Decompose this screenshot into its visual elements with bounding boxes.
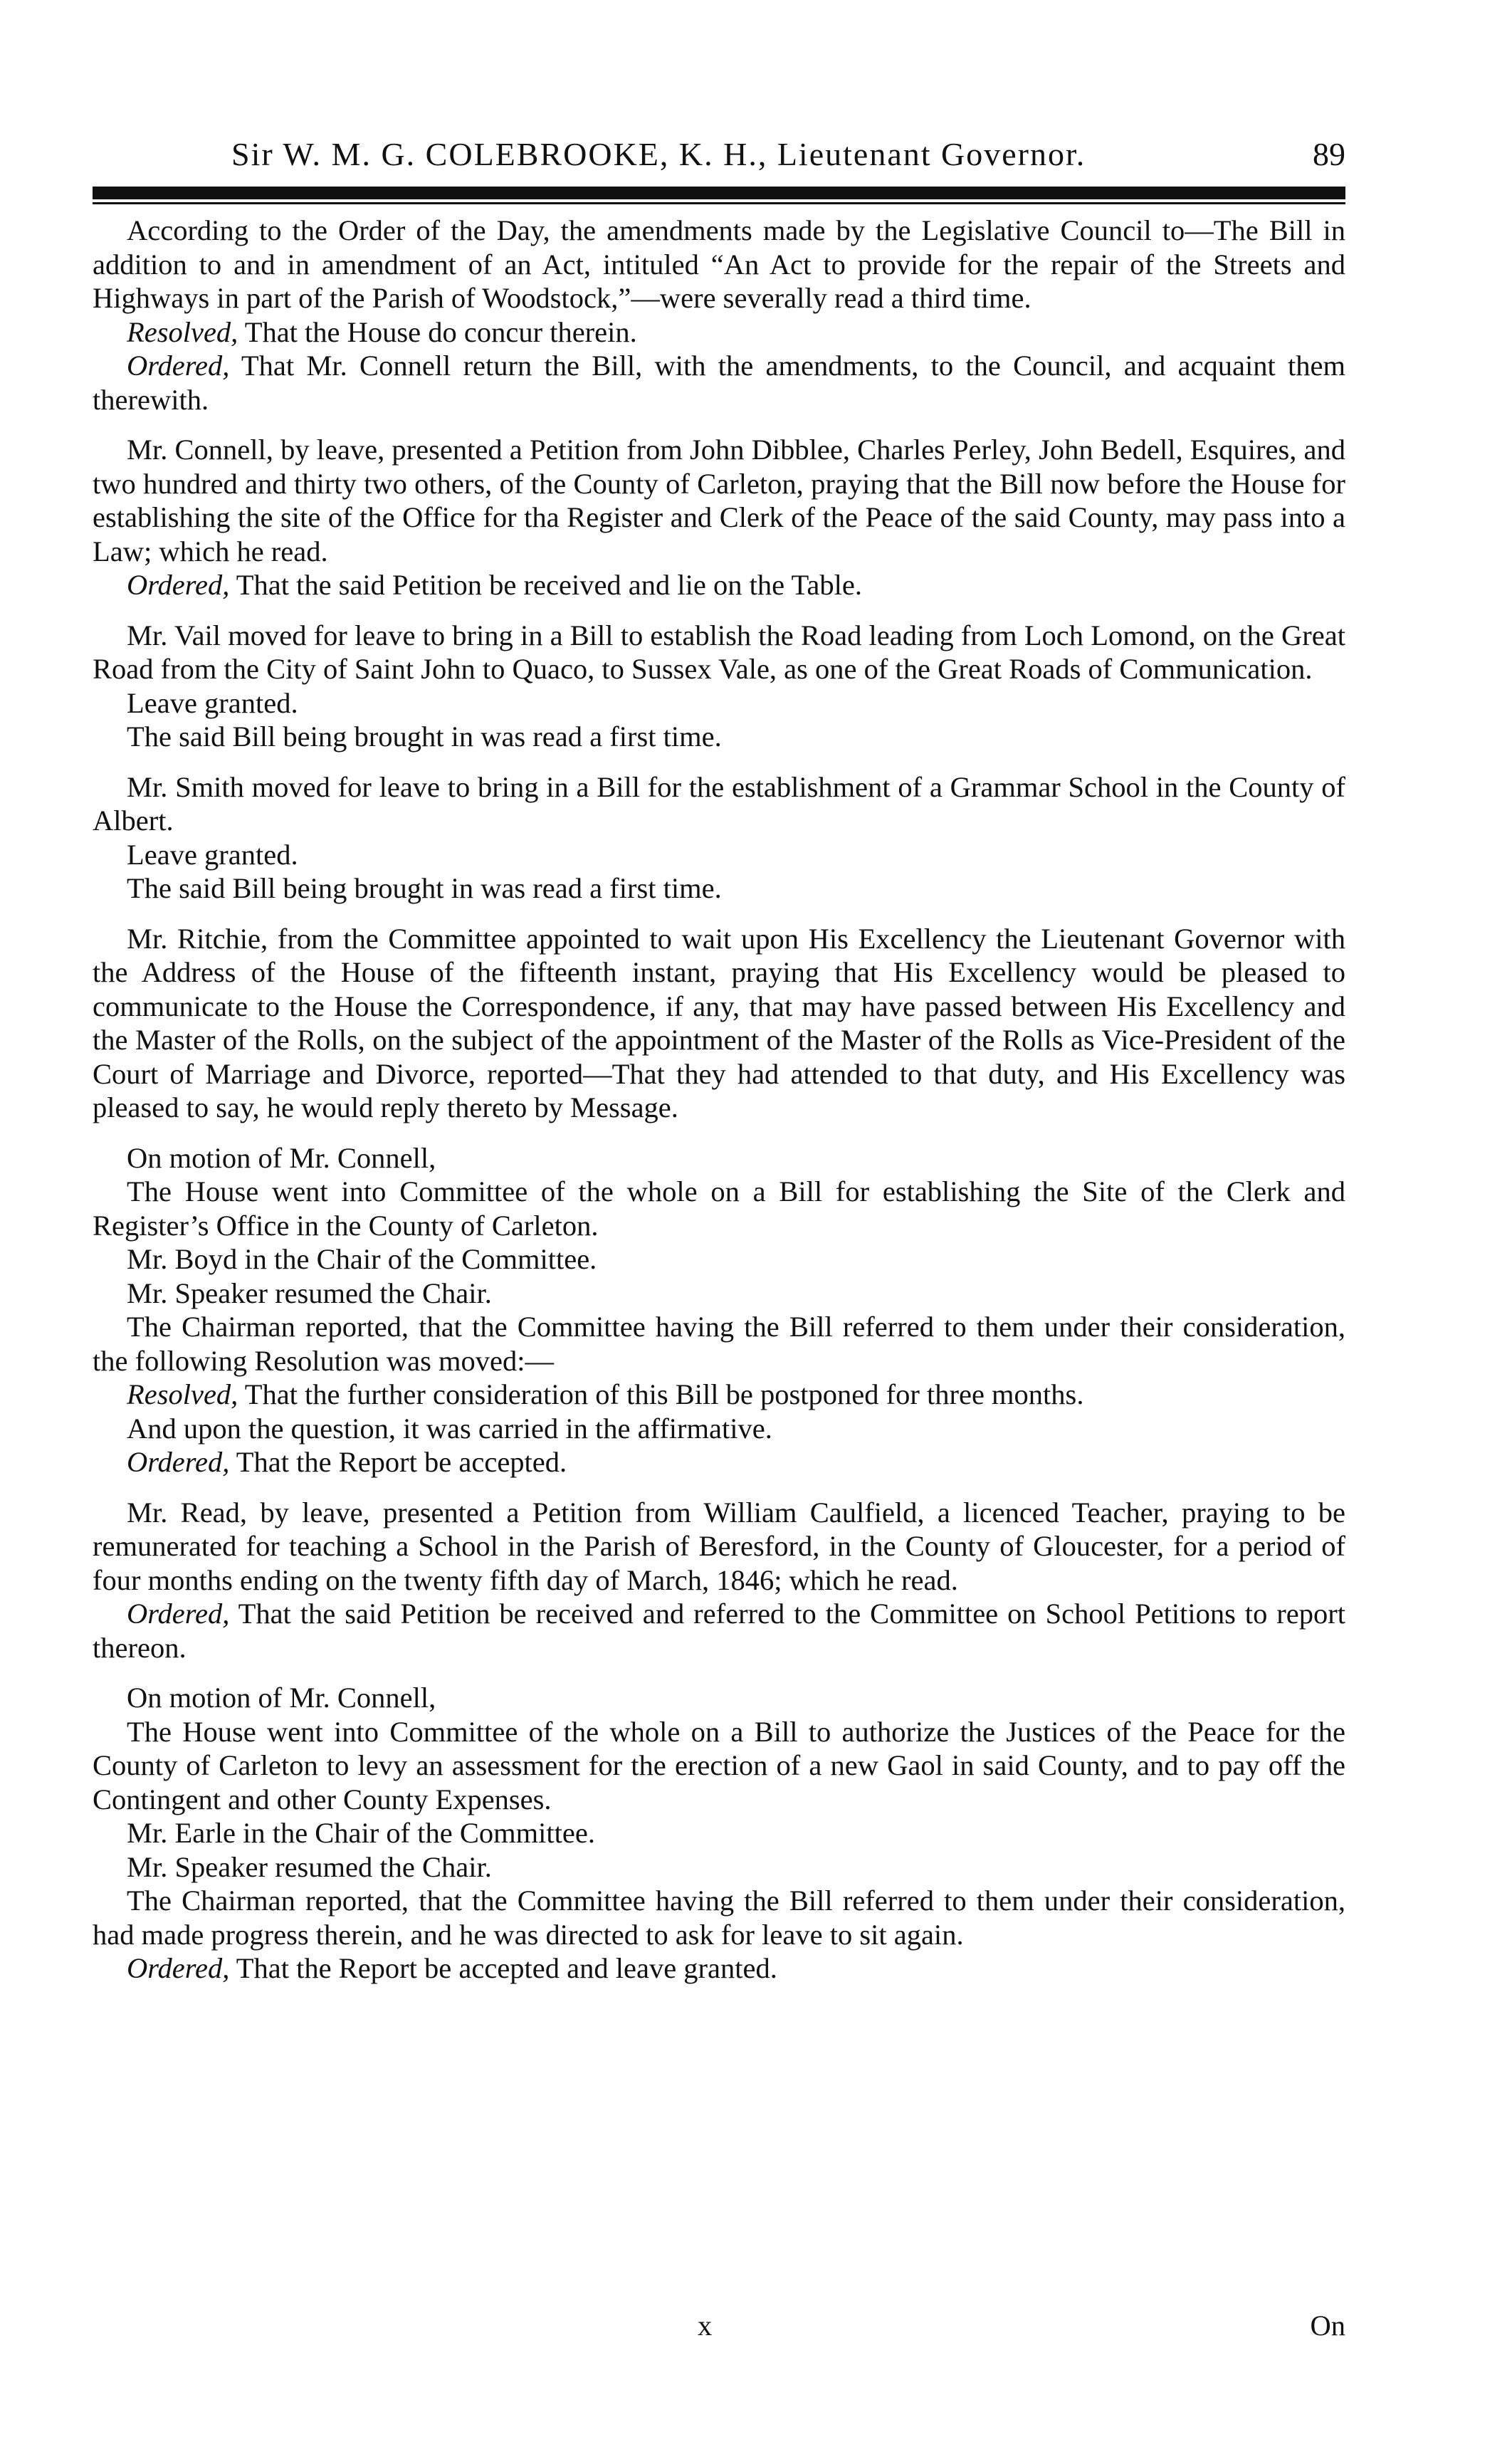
journal-line (93, 1175, 1345, 1242)
entry-text: According to the Order of the Day, the amendments made by the Legislative Council to—The Bill in addition to and in amendment of an Act, intituled “An Act to provide for the repair of the Streets and Highways in part of the Parish of Woodstock,”—were severally read a third time. (93, 214, 1345, 314)
entry-text: The House went into Committee of the whole on a Bill to authorize the Justices of the Peace for the County of Carleton to levy an assessment for the erection of a new Gaol in said County, and to pay off the Contingent and other County Expenses. (93, 1715, 1345, 1815)
entry-text: Mr. Ritchie, from the Committee appointed to wait upon His Excellency the Lieutenant Governor with the Address of the House of the fifteenth instant, praying that His Excellency would be pleased to communicate to the House the Correspondence, if any, that may have passed between His Excellency and the Master of the Rolls, on the subject of the appointment of the Master of the Rolls as Vice-President of the Court of Marriage and Divorce, reported—That they had attended to that duty, and His Excellency was pleased to say, he would reply thereto by Message. (93, 922, 1345, 1123)
entry-lead: Ordered, (127, 350, 230, 382)
journal-line (93, 1378, 1345, 1412)
journal-line (93, 1412, 1345, 1446)
entry-text: That the said Petition be received and referred to the Committee on School Petitions to report thereon. (93, 1598, 1345, 1664)
entry-text: The Chairman reported, that the Committee having the Bill referred to them under their consideration, had made progress therein, and he was directed to ask for leave to sit again. (93, 1884, 1345, 1951)
signature-mark: x (698, 2310, 713, 2342)
header-rule-thin (93, 202, 1345, 204)
page-number: 89 (1313, 136, 1345, 172)
entry-text: That the said Petition be received and lie on the Table. (229, 569, 862, 601)
journal-entry (93, 1681, 1345, 1715)
entry-text: Mr. Read, by leave, presented a Petition from William Caulfield, a licenced Teacher, praying to be remunerated for teaching a School in the Parish of Beresford, in the County of Gloucester, for a period of four months ending on the twenty fifth day of March, 1846; which he read. (93, 1496, 1345, 1596)
entry-lead: Ordered, (127, 1446, 230, 1478)
journal-line (93, 1850, 1345, 1884)
entry-text: That Mr. Connell return the Bill, with the amendments, to the Council, and acquaint them therewith. (93, 350, 1345, 416)
entry-lead: Resolved, (127, 1378, 238, 1410)
entry-text: On motion of Mr. Connell, (127, 1682, 436, 1714)
entry-text: That the House do concur therein. (238, 315, 637, 348)
entry-text: Mr. Speaker resumed the Chair. (127, 1276, 492, 1309)
journal-line (93, 686, 1345, 720)
journal-entry (93, 1496, 1345, 1598)
journal-line (93, 1445, 1345, 1479)
entry-text: That the Report be accepted. (229, 1446, 567, 1478)
entry-lead: Resolved, (127, 315, 238, 348)
journal-entry (93, 619, 1345, 686)
journal-line (93, 720, 1345, 754)
entry-text: The said Bill being brought in was read a first time. (127, 872, 722, 904)
journal-entry (93, 922, 1345, 1125)
catchword: On (1310, 2310, 1345, 2342)
journal-line (93, 1715, 1345, 1817)
entry-text: Leave granted. (127, 686, 298, 719)
entry-lead: Ordered, (127, 1598, 230, 1630)
running-head (93, 130, 1345, 179)
entry-text: The House went into Committee of the whole on a Bill for establishing the Site of the Clerk and Register’s Office in the County of Carleton. (93, 1175, 1345, 1242)
entry-text: Mr. Connell, by leave, presented a Petition from John Dibblee, Charles Perley, John Bedell, Esquires, and two hundred and thirty two others, of the County of Carleton, praying that the Bill now before the House for establishing the site of the Office for tha Register and Clerk of the Peace of the said County, may pass into a Law; which he read. (93, 434, 1345, 567)
journal-entry (93, 214, 1345, 315)
journal-line (93, 315, 1345, 350)
journal-line (93, 838, 1345, 872)
entry-lead: Ordered, (127, 569, 230, 601)
journal-entry (93, 433, 1345, 568)
entry-text: Mr. Speaker resumed the Chair. (127, 1850, 492, 1883)
journal-line (93, 1276, 1345, 1311)
journal-body (93, 214, 1345, 1986)
journal-entry (93, 770, 1345, 838)
entry-text: Mr. Boyd in the Chair of the Committee. (127, 1243, 597, 1275)
journal-line (93, 1310, 1345, 1378)
entry-text: Mr. Earle in the Chair of the Committee. (127, 1817, 595, 1849)
entry-text: On motion of Mr. Connell, (127, 1141, 436, 1174)
journal-entry (93, 1141, 1345, 1175)
journal-line (93, 349, 1345, 416)
entry-text: Mr. Vail moved for leave to bring in a Bill to establish the Road leading from Loch Lomond, on the Great Road from the City of Saint John to Quaco, to Sussex Vale, as one of the Great Roads of Communication. (93, 619, 1345, 685)
entry-text: That the further consideration of this Bill be postponed for three months. (238, 1378, 1084, 1410)
page-foot (93, 2308, 1345, 2344)
entry-text: And upon the question, it was carried in the affirmative. (127, 1412, 772, 1445)
journal-line (93, 1951, 1345, 1986)
journal-line (93, 1597, 1345, 1664)
journal-line (93, 871, 1345, 906)
journal-line (93, 1884, 1345, 1951)
entry-text: Mr. Smith moved for leave to bring in a Bill for the establishment of a Grammar School in the County of Albert. (93, 770, 1345, 837)
journal-line (93, 568, 1345, 602)
entry-text: That the Report be accepted and leave granted. (229, 1952, 777, 1984)
entry-text: The Chairman reported, that the Committee having the Bill referred to them under their consideration, the following Resolution was moved:— (93, 1311, 1345, 1377)
running-title: Sir W. M. G. COLEBROOKE, K. H., Lieutenant Governor. (231, 136, 1086, 172)
journal-line (93, 1816, 1345, 1850)
entry-text: Leave granted. (127, 838, 298, 871)
header-rule (93, 187, 1345, 199)
journal-line (93, 1242, 1345, 1276)
entry-text: The said Bill being brought in was read a first time. (127, 720, 722, 753)
entry-lead: Ordered, (127, 1952, 230, 1984)
